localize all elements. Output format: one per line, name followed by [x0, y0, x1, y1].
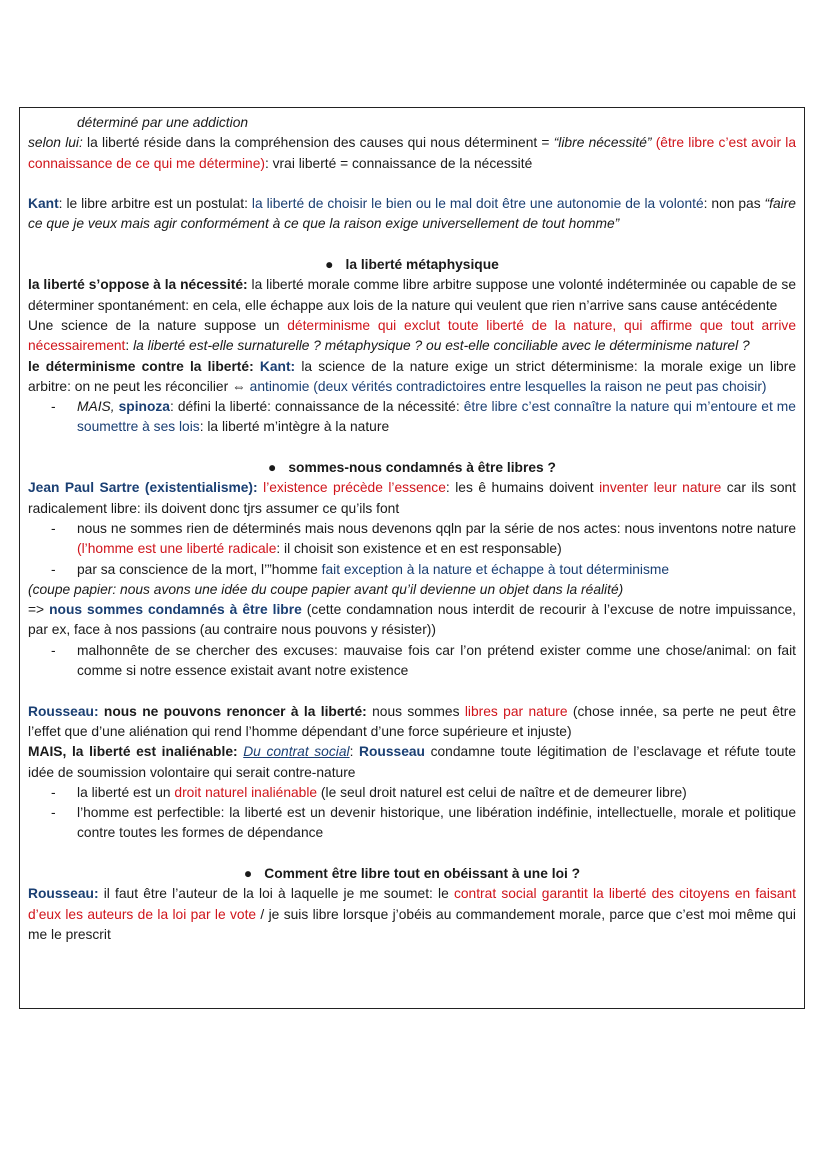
text: nous ne sommes rien de déterminés mais nous devenons qqln par la série de nos actes: nous inventons notre nature [77, 520, 796, 536]
heading-condamnes [28, 458, 796, 478]
para-determinisme [28, 357, 796, 398]
text: : le libre arbitre est un postulat: [58, 196, 252, 212]
para-kant [28, 194, 796, 235]
text: : vrai liberté = connaissance de la nécessité [264, 155, 533, 171]
dash-marker: - [51, 561, 56, 577]
bullet-icon: ● [325, 257, 334, 273]
text: Une science de la nature suppose un [28, 317, 288, 333]
highlight-red: l’existence précède l’essence [257, 480, 446, 496]
heading-obeir-loi [28, 864, 796, 884]
text: : défini la liberté: connaissance de la nécessité: [169, 399, 464, 415]
heading-text: la liberté métaphysique [345, 257, 499, 273]
text: par sa conscience de la mort, l’”homme [77, 561, 322, 577]
bullet-icon: ● [268, 460, 277, 476]
bold-text: la liberté s’oppose à la nécessité: [28, 277, 248, 293]
highlight-blue: être libre c’est connaître la nature qui m’entoure et me soumettre à ses lois [77, 399, 796, 435]
para-coupe-papier [28, 580, 796, 600]
text: malhonnête de se chercher des excuses: mauvaise fois car l’on prétend exister comme une chose/animal: on fait comme si notre essence existait avant notre existence [77, 642, 796, 679]
text: : [125, 338, 134, 354]
text: : non pas [703, 196, 765, 212]
text: la liberté est un [77, 784, 175, 800]
highlight-red: (être libre c’est avoir la connaissance de ce qui me détermine) [28, 135, 796, 171]
text: condamne toute légitimation de l’esclavage et réfute toute idée de soumission volontaire qui serait contre-nature [28, 744, 796, 780]
text: (chose innée, sa perte ne peut être l’effet que d’une aliénation qui rend l’homme dépendant d’une force supérieure et injuste) [28, 703, 797, 739]
text: : [349, 744, 360, 760]
name-rousseau: Rousseau: [28, 886, 99, 902]
text: la science de la nature exige un strict déterminisme: la morale exige un libre arbitre: on ne peut les réconcilier ⇔ [28, 358, 797, 394]
text: nous sommes [366, 703, 465, 719]
highlight-blue: fait exception à la nature et échappe à tout déterminisme [321, 561, 670, 577]
text: => [28, 602, 50, 618]
text: la liberté réside dans la compréhension des causes qui nous déterminent = [82, 135, 554, 151]
highlight-blue: la liberté de choisir le bien ou le mal doit être une autonomie de la volonté [251, 196, 704, 212]
dash-marker: - [51, 642, 56, 658]
quote: “libre nécessité” [553, 135, 652, 151]
text: / je suis libre lorsque j’obéis au commandement morale, parce que c’est moi même qui me le prescrit [28, 906, 796, 942]
bullet-malhonnete [28, 641, 796, 682]
text: car ils sont radicalement libre: ils doivent donc tjrs assumer ce qu’ils font [28, 480, 797, 516]
text: MAIS, [77, 399, 119, 415]
bullet-mort [28, 560, 796, 580]
highlight-red: libres par nature [464, 703, 568, 719]
text: il faut être l’auteur de la loi à laquelle je me soumet: le [98, 886, 454, 902]
para-addiction [28, 113, 796, 133]
text: (le seul droit naturel est celui de naître et de demeurer libre) [317, 784, 687, 800]
para-contrat-social [28, 884, 796, 945]
highlight-red: (l’homme est une liberté radicale [77, 541, 277, 557]
dash-marker: - [51, 805, 56, 821]
para-opposition [28, 275, 796, 316]
highlight-red: inventer leur nature [599, 480, 722, 496]
name-kant: Kant [28, 196, 59, 212]
bold-text: le déterminisme contre la liberté: [28, 358, 260, 374]
bullet-perfectible [28, 803, 796, 844]
name-spinoza: spinoza [118, 399, 170, 415]
highlight-red: déterminisme qui exclut toute liberté de la nature, qui affirme que tout arrive nécessairement [28, 317, 796, 354]
text: déterminé par une addiction [77, 115, 249, 130]
bullet-spinoza [28, 397, 796, 438]
text: : les ê humains doivent [445, 480, 600, 496]
para-sartre [28, 478, 796, 519]
heading-text: sommes-nous condamnés à être libres ? [288, 460, 556, 476]
bold-text: nous ne pouvons renoncer à la liberté: [103, 703, 367, 719]
bullet-actes [28, 519, 796, 560]
para-condamnes [28, 600, 796, 641]
name-rousseau: Rousseau: [28, 703, 104, 719]
heading-liberte-metaphysique [28, 255, 796, 275]
text: l’homme est perfectible: la liberté est un devenir historique, une libération indéfinie, intellectuelle, morale et politique contre toutes les formes de dépendance [77, 805, 796, 841]
para-rousseau [28, 702, 796, 743]
dash-marker: - [51, 399, 56, 415]
italic-text: (coupe papier: nous avons une idée du coupe papier avant qu’il devienne un objet dans la réalité) [28, 581, 624, 597]
notes-box [19, 107, 805, 1009]
book-title: Du contrat social [243, 744, 350, 760]
highlight-red: droit naturel inaliénable [174, 784, 318, 800]
para-inalienable [28, 742, 796, 783]
dash-marker: - [51, 784, 56, 800]
bullet-icon: ● [243, 865, 253, 881]
bold-blue: nous sommes condamnés à être libre [49, 602, 302, 618]
name-rousseau: Rousseau [359, 744, 425, 760]
question: la liberté est-elle surnaturelle ? métaphysique ? ou est-elle conciliable avec le déterminisme naturel ? [133, 338, 750, 354]
highlight-blue: antinomie (deux vérités contradictoires entre lesquelles la raison ne peut pas choisir) [249, 378, 767, 394]
text: : la liberté m’intègre à la nature [199, 419, 390, 435]
heading-text: Comment être libre tout en obéissant à une loi ? [264, 865, 581, 881]
name-kant: Kant: [259, 358, 296, 374]
dash-marker: - [51, 520, 56, 536]
bullet-droit-naturel [28, 783, 796, 803]
para-selon-lui [28, 133, 796, 174]
highlight-red: contrat social garantit la liberté des citoyens en faisant d’eux les auteurs de la loi par le vote [28, 886, 796, 922]
text: selon lui: [28, 135, 83, 151]
quote: “faire ce que je veux mais agir conformément à ce que la raison exige universellement de tout homme” [28, 196, 796, 232]
text: la liberté morale comme libre arbitre suppose une volonté indéterminée ou capable de se déterminer spontanément: en cela, elle échappe aux lois de la nature qui veulent que rien n’arrive sans cause antécédente [28, 277, 797, 313]
text: (cette condamnation nous interdit de recourir à l’excuse de notre impuissance, par ex, face à nos passions (au contraire nous pouvons y résister)) [28, 602, 796, 638]
para-science-nature [28, 316, 796, 357]
name-sartre: Jean Paul Sartre (existentialisme): [28, 480, 258, 496]
text: : il choisit son existence et en est responsable) [276, 541, 562, 557]
bold-text: MAIS, la liberté est inaliénable: [28, 744, 244, 760]
